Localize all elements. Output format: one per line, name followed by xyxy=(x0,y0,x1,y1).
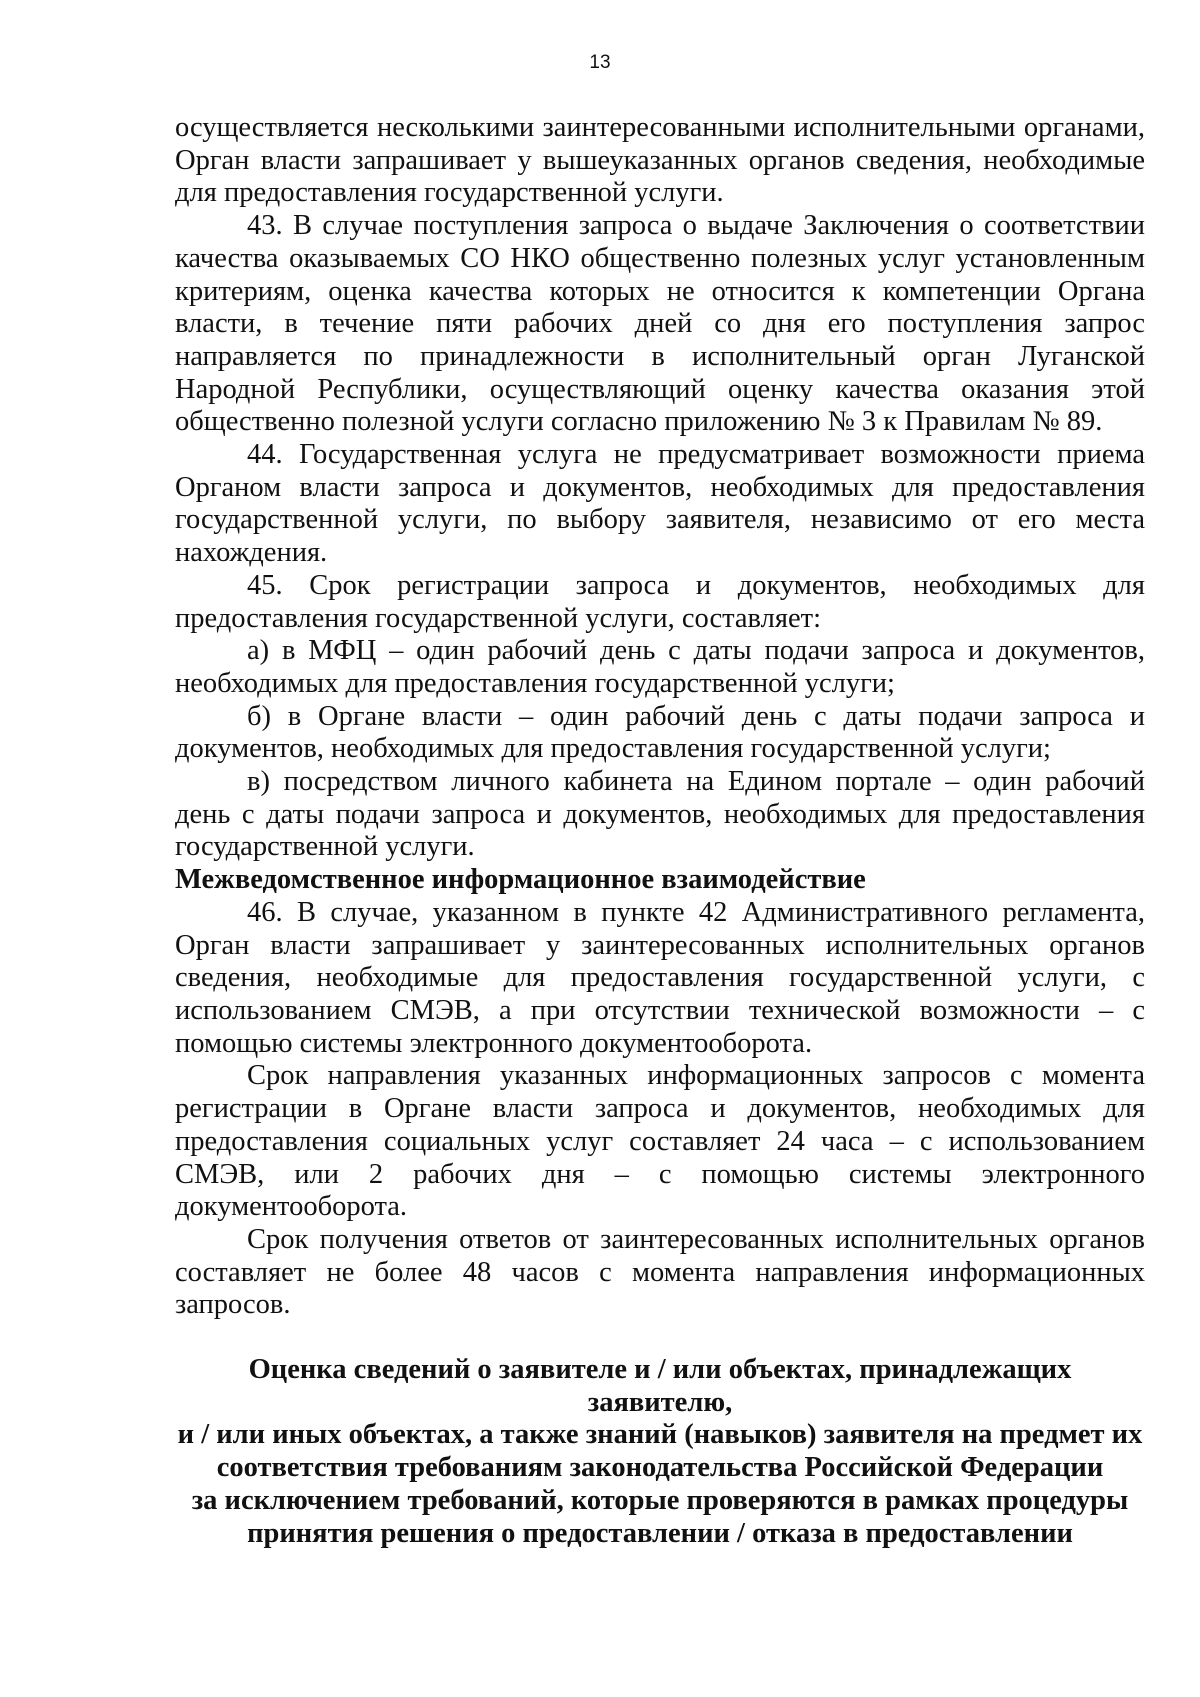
section-heading-interagency: Межведомственное информационное взаимодействие xyxy=(175,864,866,896)
paragraphs-part-1 xyxy=(175,112,1145,864)
section-heading-line: Оценка сведений о заявителе и / или объектах, принадлежащих заявителю, xyxy=(248,1354,1072,1418)
section-heading-line: за исключением требований, которые проверяются в рамках процедуры xyxy=(191,1484,1129,1516)
paragraph-45-b: б) в Органе власти – один рабочий день с даты подачи запроса и документов, необходимых для предоставления государственной услуги; xyxy=(175,700,1145,765)
section-heading-line: и / или иных объектах, а также знаний (навыков) заявителя на предмет их xyxy=(177,1419,1143,1451)
page-number: 13 xyxy=(589,52,611,73)
section-heading-line: принятия решения о предоставлении / отказа в предоставлении xyxy=(247,1517,1073,1549)
paragraph-44: 44. Государственная услуга не предусматривает возможности приема Органом власти запроса и документов, необходимых для предоставления государственной услуги, по выбору заявителя, независимо от его места нахождения. xyxy=(175,439,1145,569)
section-heading-line: соответствия требованиям законодательства Российской Федерации xyxy=(216,1452,1104,1484)
document-body xyxy=(175,112,1145,1550)
paragraph-response-term: Срок получения ответов от заинтересованных исполнительных органов составляет не более 48 часов с момента направления информационных запросов. xyxy=(175,1223,1145,1321)
paragraph-45-a: а) в МФЦ – один рабочий день с даты подачи запроса и документов, необходимых для предоставления государственной услуги; xyxy=(175,635,1145,699)
paragraph-45: 45. Срок регистрации запроса и документов, необходимых для предоставления государственной услуги, составляет: xyxy=(175,569,1145,634)
paragraph-request-term: Срок направления указанных информационных запросов с момента регистрации в Органе власти запроса и документов, необходимых для предоставления социальных услуг составляет 24 часа – с использованием СМЭВ, или 2 рабочих дня – с помощью системы электронного документооборота. xyxy=(175,1060,1145,1223)
paragraph-46: 46. В случае, указанном в пункте 42 Административного регламента, Орган власти запрашивает у заинтересованных исполнительных органов сведения, необходимые для предоставления государственной услуги, с использованием СМЭВ, а при отсутствии технической возможности – с помощью системы электронного документооборота. xyxy=(175,896,1145,1059)
paragraph: осуществляется несколькими заинтересованными исполнительными органами, Орган власти запрашивает у вышеуказанных органов сведения, необходимые для предоставления государственной услуги. xyxy=(175,112,1145,209)
section-heading-assessment xyxy=(175,1354,1145,1550)
paragraph-45-c: в) посредством личного кабинета на Едином портале – один рабочий день с даты подачи запроса и документов, необходимых для предоставления государственной услуги. xyxy=(175,766,1145,863)
paragraph-43: 43. В случае поступления запроса о выдаче Заключения о соответствии качества оказываемых СО НКО общественно полезных услуг установленным критериям, оценка качества которых не относится к компетенции Органа власти, в течение пяти рабочих дней со дня его поступления запрос направляется по принадлежности в исполнительный орган Луганской Народной Республики, осуществляющий оценку качества оказания этой общественно полезной услуги согласно приложению № 3 к Правилам № 89. xyxy=(175,210,1145,438)
paragraphs-part-2 xyxy=(175,897,1145,1322)
